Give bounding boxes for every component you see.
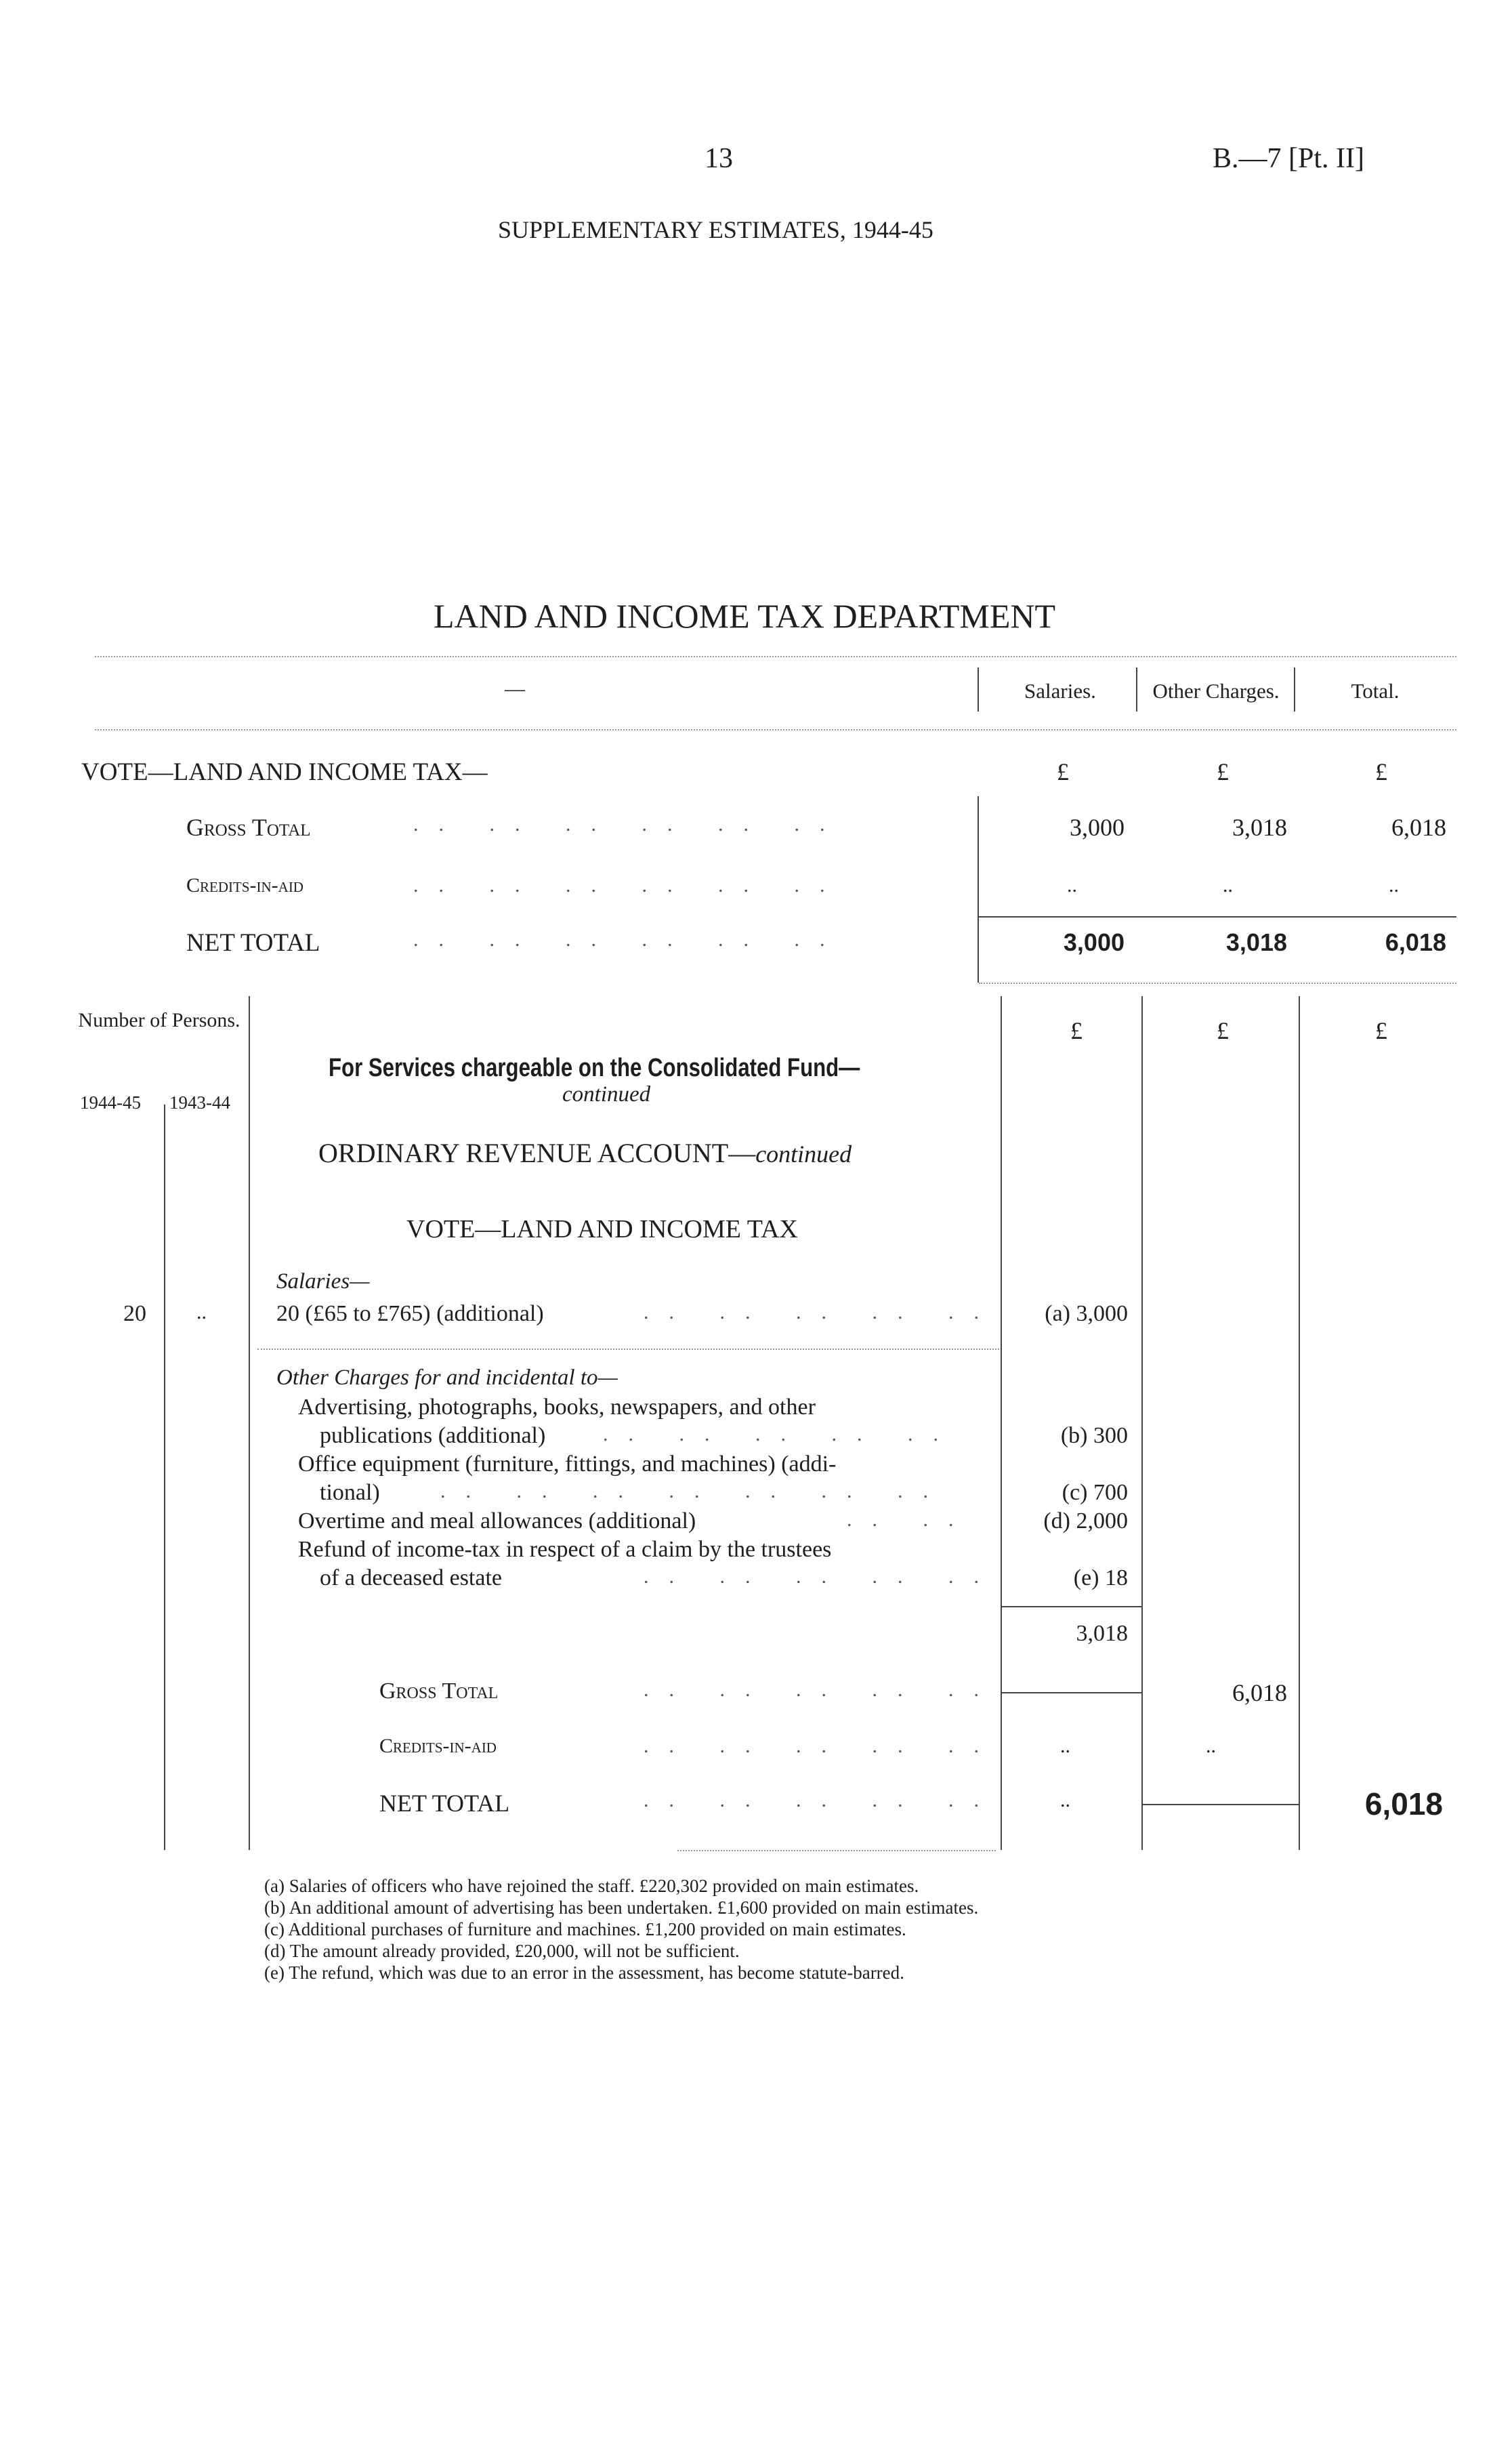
department-title: LAND AND INCOME TAX DEPARTMENT (434, 597, 1056, 635)
item-amount: (d) 2,000 (1043, 1508, 1128, 1534)
persons-1943: .. (196, 1301, 207, 1323)
gross-salaries: 3,000 (1070, 814, 1125, 841)
account-heading (318, 1137, 852, 1169)
col-total-header: Total. (1351, 679, 1400, 703)
services-heading: For Services chargeable on the Consolidated Fund— (329, 1054, 860, 1082)
page-number: 13 (705, 143, 733, 174)
credits-value-salaries: .. (1060, 1735, 1070, 1757)
item-line2: publications (additional) (320, 1423, 546, 1448)
credits-other: .. (1223, 874, 1233, 897)
item-line1: Office equipment (furniture, fittings, and machines) (addi- (298, 1452, 837, 1477)
net-salaries: 3,000 (1063, 928, 1125, 956)
item-amount: (e) 18 (1073, 1565, 1128, 1590)
persons-1944: 20 (123, 1301, 146, 1326)
item-line2: tional) (320, 1480, 380, 1505)
gross-other: 3,018 (1232, 814, 1287, 841)
salary-amount: (a) 3,000 (1045, 1301, 1128, 1326)
footnote-d: (d) The amount already provided, £20,000, will not be sufficient. (264, 1941, 740, 1961)
item-line1: Advertising, photographs, books, newspapers, and other (298, 1395, 816, 1420)
row-label: NET TOTAL (186, 929, 320, 957)
year-1943-44: 1943-44 (169, 1092, 230, 1113)
detail-net-salaries: .. (1060, 1789, 1070, 1811)
pound-sign-total: £ (1375, 758, 1387, 785)
detail-pound-salaries: £ (1070, 1017, 1083, 1044)
salary-line: 20 (£65 to £765) (additional) (276, 1301, 544, 1326)
footnote-e: (e) The refund, which was due to an error in the assessment, has become statute-barred. (264, 1962, 904, 1983)
vote-heading: VOTE—LAND AND INCOME TAX (406, 1215, 798, 1243)
page-title: SUPPLEMENTARY ESTIMATES, 1944-45 (498, 216, 933, 243)
footnote-a: (a) Salaries of officers who have rejoined the staff. £220,302 provided on main estimates. (264, 1876, 919, 1896)
item-amount: (c) 700 (1062, 1480, 1128, 1505)
account-heading-text: ORDINARY REVENUE ACCOUNT— (318, 1138, 756, 1168)
other-charges-subtotal: 3,018 (1076, 1621, 1128, 1646)
col-other-charges-header: Other Charges. (1152, 679, 1280, 703)
credits-label: Credits-in-aid (379, 1735, 497, 1757)
pound-sign-salaries: £ (1057, 758, 1069, 785)
number-of-persons-label: Number of Persons. (78, 1009, 240, 1031)
col-salaries-header: Salaries. (1024, 679, 1096, 703)
other-charges-heading: Other Charges for and incidental to— (276, 1365, 618, 1390)
item-amount: (b) 300 (1060, 1423, 1128, 1448)
row-label: Gross Total (186, 814, 311, 841)
gross-total-label: Gross Total (379, 1679, 499, 1704)
detail-pound-total: £ (1375, 1017, 1387, 1044)
footnote-c: (c) Additional purchases of furniture and machines. £1,200 provided on main estimates. (264, 1919, 906, 1939)
net-other: 3,018 (1225, 928, 1287, 956)
credits-value-other: .. (1206, 1735, 1216, 1757)
document-reference: B.—7 [Pt. II] (1213, 143, 1364, 174)
item-line2: of a deceased estate (320, 1565, 502, 1590)
detail-net-total-value: 6,018 (1364, 1786, 1443, 1822)
account-continued: continued (755, 1140, 852, 1168)
row-label: Credits-in-aid (186, 874, 303, 897)
detail-net-total-label: NET TOTAL (379, 1790, 510, 1817)
summary-vote-label: VOTE—LAND AND INCOME TAX— (81, 758, 488, 786)
gross-total-value: 6,018 (1232, 1679, 1287, 1706)
gross-total: 6,018 (1391, 814, 1446, 841)
detail-pound-other: £ (1217, 1017, 1229, 1044)
item-line1: Refund of income-tax in respect of a claim by the trustees (298, 1537, 832, 1562)
credits-salaries: .. (1067, 874, 1077, 897)
credits-total: .. (1389, 874, 1399, 897)
footnote-b: (b) An additional amount of advertising has been undertaken. £1,600 provided on main estimates. (264, 1897, 979, 1918)
services-continued: continued (562, 1082, 651, 1107)
summary-blank-col: — (505, 678, 525, 700)
year-1944-45: 1944-45 (80, 1092, 141, 1113)
pound-sign-other: £ (1217, 758, 1229, 785)
item-line1: Overtime and meal allowances (additional) (298, 1508, 696, 1534)
salaries-heading: Salaries— (276, 1269, 370, 1294)
net-total: 6,018 (1385, 928, 1446, 956)
